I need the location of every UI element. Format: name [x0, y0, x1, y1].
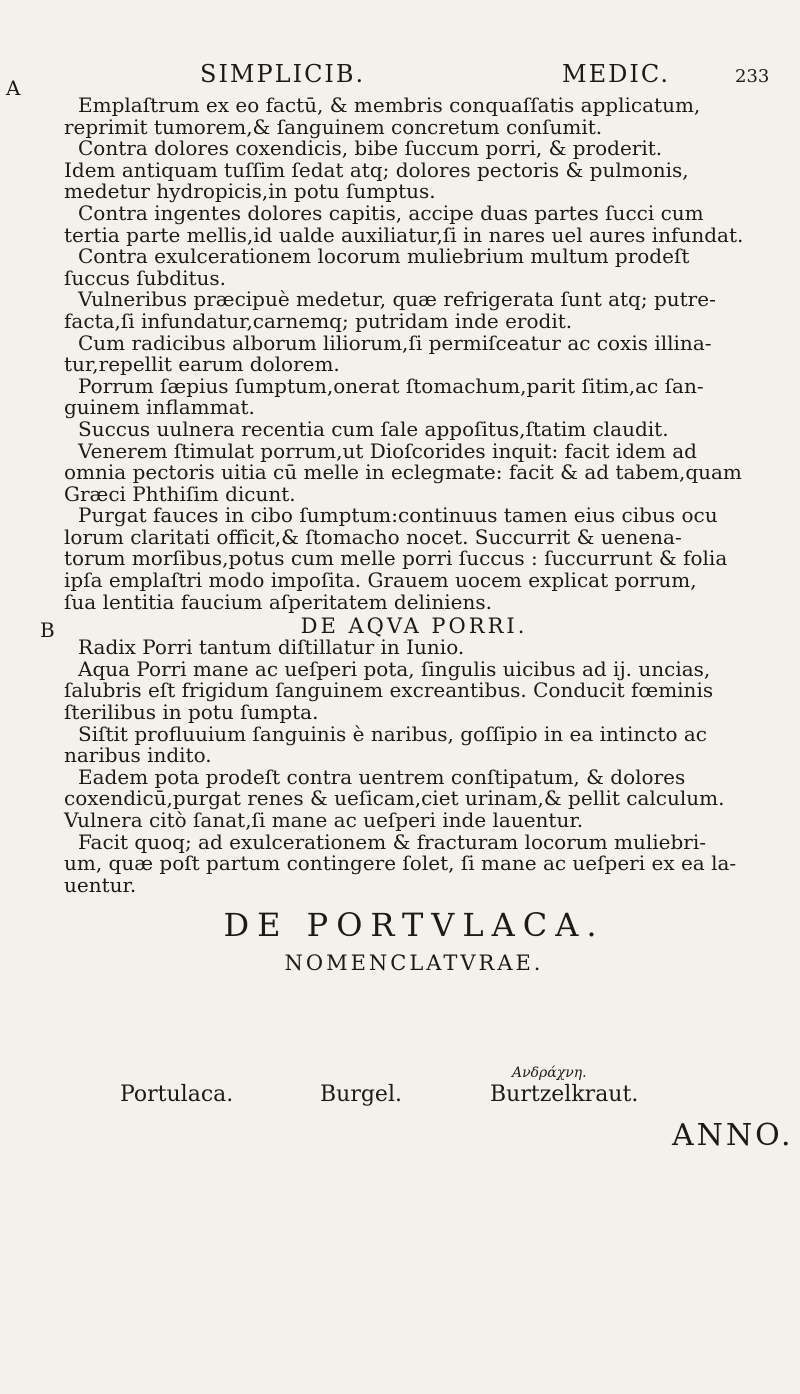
text-line: tur,repellit earum dolorem.: [64, 352, 340, 377]
main-text: [64, 95, 764, 974]
running-title-right: MEDIC.: [562, 60, 670, 88]
paragraph: [64, 138, 764, 203]
paragraph: [64, 637, 764, 659]
text-line: um, quæ poſt partum contingere ſolet, ſi mane ac ueſperi ex ea la-: [64, 851, 737, 876]
paragraphs-aqua-porri: [64, 637, 764, 896]
paragraph: [64, 438, 764, 506]
text-line: ſuccus ſubditus.: [64, 265, 227, 290]
text-line: Contra dolores coxendicis, bibe ſuccum porri, & proderit.: [78, 136, 663, 161]
nomenclature-latin: Portulaca.: [120, 1082, 234, 1107]
paragraphs-porri: [64, 95, 764, 613]
text-line: Vulnera citò ſanat,ſi mane ac ueſperi inde lauentur.: [64, 808, 584, 832]
heading-aqua-porri: DE AQVA PORRI.: [300, 614, 528, 639]
nomenclature-greek: Ανδράχνη.: [512, 1065, 587, 1081]
paragraph: [64, 95, 764, 138]
heading-portulaca: DE PORTVLACA.: [223, 906, 605, 945]
text-line: Cum radicibus alborum liliorum,ſi permiſceatur ac coxis illina-: [78, 330, 712, 355]
paragraph: [64, 289, 764, 332]
paragraph: [64, 656, 764, 725]
text-line: Porrum ſæpius ſumptum,onerat ſtomachum,parit ſitim,ac ſan-: [78, 373, 704, 398]
text-line: lorum claritati officit,& ſtomacho nocet. Succurrit & uenena-: [64, 524, 682, 549]
paragraph: [64, 764, 764, 832]
paragraph: [64, 373, 764, 420]
text-line: Purgat fauces in cibo ſumptum:continuus tamen eius cibus ocu: [78, 503, 718, 528]
nomenclature-row: [120, 1082, 740, 1107]
text-line: coxendicū,purgat renes & ueſicam,ciet urinam,& pellit calculum.: [64, 786, 725, 811]
paragraph: [64, 330, 764, 377]
text-line: Idem antiquam tuſſim ſedat atq; dolores pectoris & pulmonis,: [64, 157, 689, 182]
nomenclature-german-2: Burtzelkraut.: [490, 1082, 639, 1107]
text-line: guinem inflammat.: [64, 395, 255, 420]
text-line: reprimit tumorem,& ſanguinem concretum conſumit.: [64, 114, 603, 139]
paragraph: [64, 200, 764, 247]
nomenclature-german-1: Burgel.: [320, 1082, 402, 1107]
catchword: ANNO.: [672, 1118, 794, 1153]
paragraph: [64, 829, 764, 897]
text-line: Contra exulcerationem locorum muliebrium multum prodeſt: [78, 244, 690, 269]
margin-letter-b: B: [40, 618, 55, 642]
text-line: ſalubris eſt frigidum ſanguinem excreantibus. Conducit fœminis: [64, 678, 714, 703]
text-line: omnia pectoris uitia cū melle in eclegmate: facit & ad tabem,quam: [64, 460, 742, 485]
text-line: Siſtit profluuium ſanguinis è naribus, goſſipio in ea intincto ac: [78, 721, 707, 746]
heading-nomenclature: NOMENCLATVRAE.: [284, 951, 544, 976]
text-line: Emplaſtrum ex eo factū, & membris conquaſſatis applicatum,: [78, 93, 701, 117]
text-line: Succus uulnera recentia cum ſale appoſitus,ſtatim claudit.: [78, 416, 669, 441]
text-line: uentur.: [64, 872, 137, 897]
text-line: Venerem ſtimulat porrum,ut Dioſcorides inquit: facit idem ad: [78, 438, 697, 463]
text-line: Eadem pota prodeſt contra uentrem conſtipatum, & dolores: [78, 764, 686, 789]
text-line: medetur hydropicis,in potu ſumptus.: [64, 179, 436, 204]
paragraph: [64, 246, 764, 289]
text-line: torum morſibus,potus cum melle porri ſuccus : ſuccurrunt & folia: [64, 546, 728, 571]
text-line: Vulneribus præcipuè medetur, quæ refrigerata ſunt atq; putre-: [78, 287, 716, 312]
text-line: Radix Porri tantum diſtillatur in Iunio.: [78, 635, 465, 660]
text-line: tertia parte mellis,id ualde auxiliatur,ſi in nares uel aures infundat.: [64, 222, 744, 247]
text-line: ſua lentitia faucium aſperitatem deliniens.: [64, 589, 492, 614]
text-line: Aqua Porri mane ac ueſperi pota, ſingulis uicibus ad ij. uncias,: [78, 656, 711, 681]
text-line: Facit quoq; ad exulcerationem & fracturam locorum muliebri-: [78, 829, 706, 854]
paragraph: [64, 416, 764, 441]
text-line: Græci Phthiſim dicunt.: [64, 481, 296, 506]
text-line: ipſa emplaſtri modo impoſita. Grauem uocem explicat porrum,: [64, 568, 697, 593]
paragraph: [64, 721, 764, 768]
paragraph: [64, 505, 764, 613]
text-line: naribus indito.: [64, 743, 212, 768]
page-number: 233: [735, 66, 770, 87]
text-line: Contra ingentes dolores capitis, accipe duas partes ſucci cum: [78, 200, 704, 225]
text-line: ſterilibus in potu ſumpta.: [64, 700, 319, 725]
margin-letter-a: A: [6, 76, 21, 100]
running-title-left: SIMPLICIB.: [200, 60, 366, 88]
running-header: [200, 60, 670, 88]
text-line: facta,ſi infundatur,carnemq; putridam inde erodit.: [64, 308, 573, 333]
